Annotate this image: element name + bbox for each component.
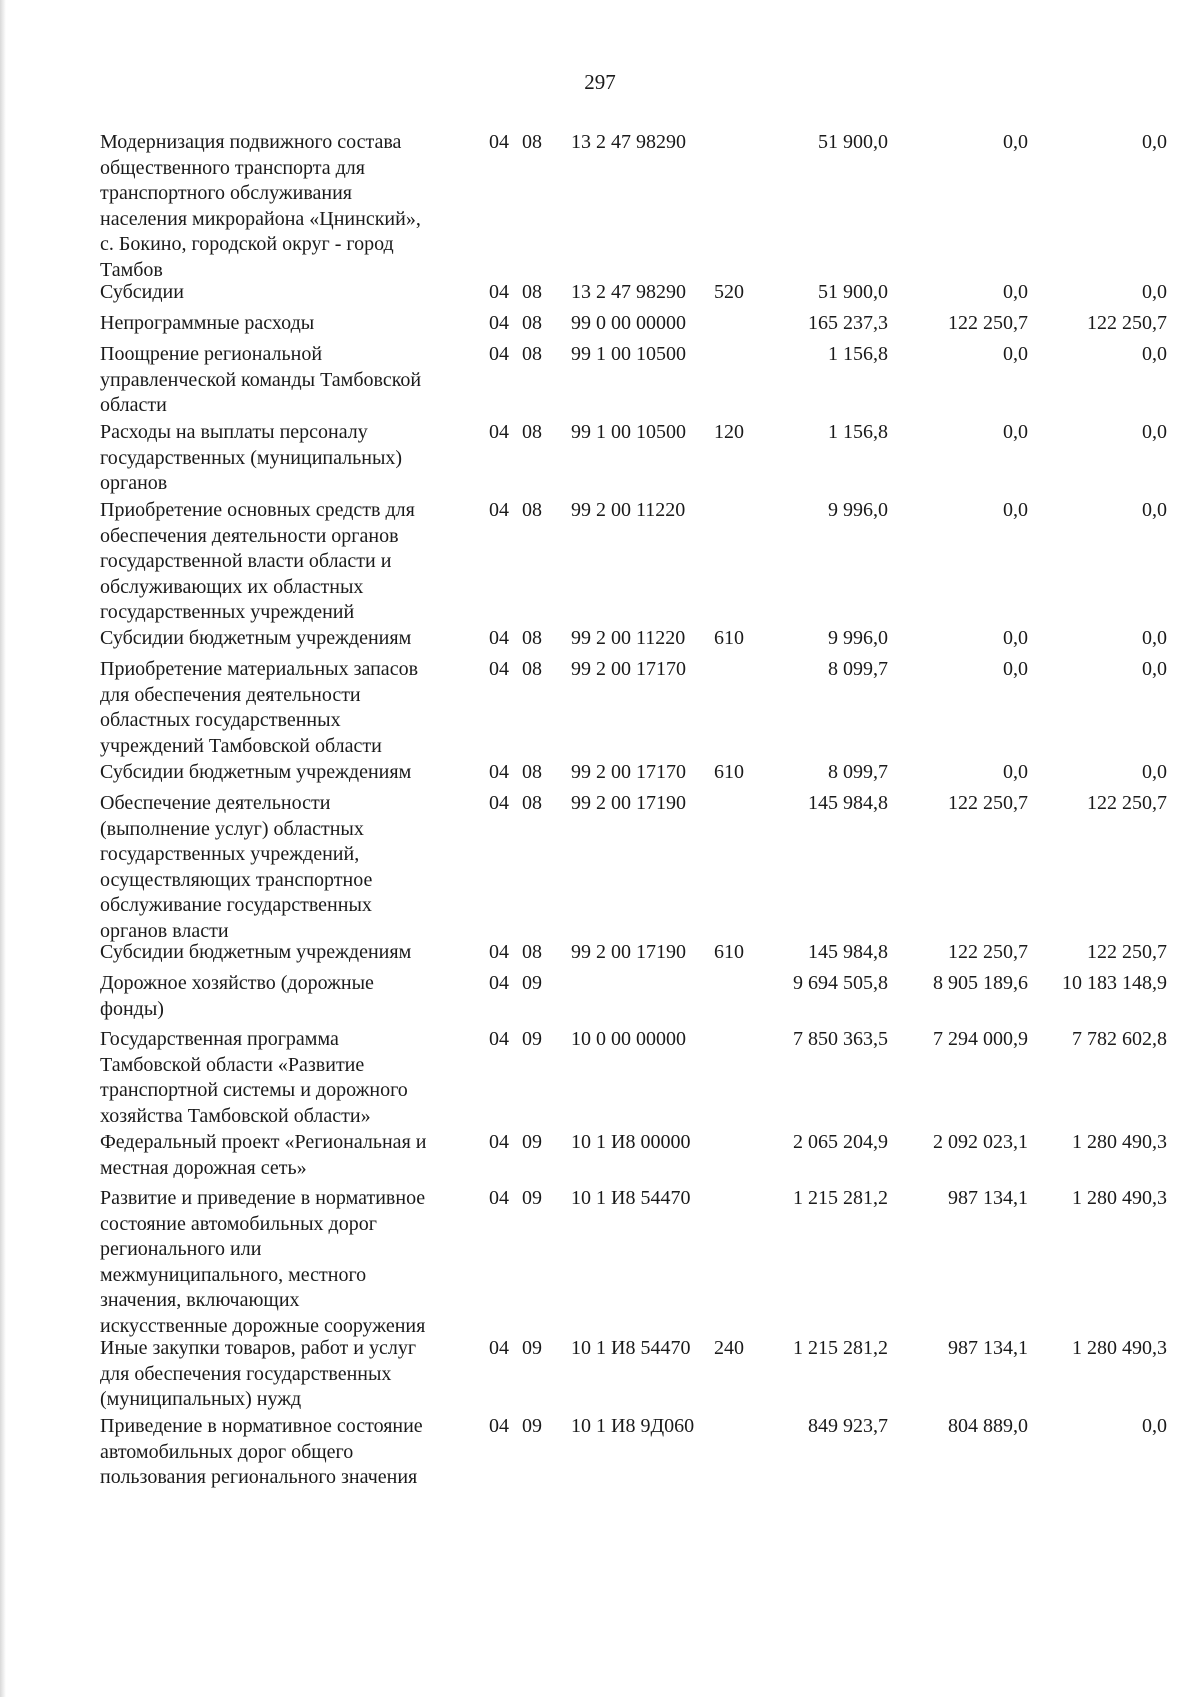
subsection-code: 08 [522,131,542,153]
amount-year-3: 0,0 [1142,627,1167,649]
section-code: 04 [489,792,509,814]
row-description: Государственная программа Тамбовской области «Развитие транспортной системы и дорожного хозяйства Тамбовской области» [100,1028,408,1127]
target-article-code: 13 2 47 98290 [571,281,686,303]
amount-year-1: 51 900,0 [818,281,888,303]
amount-year-3: 1 280 490,3 [1072,1131,1167,1153]
row-description: Обеспечение деятельности (выполнение услуг) областных государственных учреждений, осуществляющих транспортное обслуживание государственных органов власти [100,792,373,942]
amount-year-2: 2 092 023,1 [933,1131,1028,1153]
row-description: Приобретение материальных запасов для обеспечения деятельности областных государственных учреждений Тамбовской области [100,658,419,757]
amount-year-1: 1 156,8 [828,421,888,443]
expense-type-code: 610 [714,627,744,649]
expense-type-code: 240 [714,1337,744,1359]
amount-year-2: 804 889,0 [948,1415,1028,1437]
amount-year-1: 849 923,7 [808,1415,888,1437]
amount-year-3: 0,0 [1142,761,1167,783]
amount-year-3: 1 280 490,3 [1072,1187,1167,1209]
amount-year-2: 122 250,7 [948,941,1028,963]
subsection-code: 09 [522,1415,542,1437]
target-article-code: 13 2 47 98290 [571,131,686,153]
target-article-code: 99 2 00 17190 [571,941,686,963]
section-code: 04 [489,343,509,365]
target-article-code: 99 2 00 17190 [571,792,686,814]
amount-year-2: 122 250,7 [948,312,1028,334]
amount-year-2: 987 134,1 [948,1337,1028,1359]
subsection-code: 08 [522,941,542,963]
target-article-code: 10 1 И8 54470 [571,1337,691,1359]
subsection-code: 08 [522,792,542,814]
amount-year-1: 9 694 505,8 [793,972,888,994]
amount-year-3: 0,0 [1142,1415,1167,1437]
subsection-code: 08 [522,281,542,303]
section-code: 04 [489,1187,509,1209]
section-code: 04 [489,941,509,963]
subsection-code: 08 [522,421,542,443]
amount-year-3: 0,0 [1142,281,1167,303]
target-article-code: 99 2 00 11220 [571,499,686,521]
amount-year-3: 122 250,7 [1087,792,1167,814]
amount-year-1: 9 996,0 [828,499,888,521]
amount-year-2: 122 250,7 [948,792,1028,814]
section-code: 04 [489,499,509,521]
expense-type-code: 120 [714,421,744,443]
amount-year-1: 1 215 281,2 [793,1187,888,1209]
row-description: Поощрение региональной управленческой команды Тамбовской области [100,343,422,416]
amount-year-2: 0,0 [1003,658,1028,680]
section-code: 04 [489,312,509,334]
amount-year-3: 7 782 602,8 [1072,1028,1167,1050]
amount-year-3: 122 250,7 [1087,941,1167,963]
expense-type-code: 520 [714,281,744,303]
row-description: Иные закупки товаров, работ и услуг для обеспечения государственных (муниципальных) нужд [100,1337,417,1410]
row-description: Развитие и приведение в нормативное состояние автомобильных дорог регионального или межмуниципального, местного значения, включающих искусственные дорожные сооружения [100,1187,426,1337]
amount-year-1: 7 850 363,5 [793,1028,888,1050]
subsection-code: 08 [522,627,542,649]
section-code: 04 [489,658,509,680]
amount-year-3: 0,0 [1142,421,1167,443]
target-article-code: 10 0 00 00000 [571,1028,686,1050]
target-article-code: 99 2 00 17170 [571,761,686,783]
amount-year-3: 0,0 [1142,131,1167,153]
row-description: Федеральный проект «Региональная и местная дорожная сеть» [100,1131,427,1179]
target-article-code: 10 1 И8 00000 [571,1131,691,1153]
section-code: 04 [489,627,509,649]
amount-year-2: 0,0 [1003,627,1028,649]
amount-year-1: 1 156,8 [828,343,888,365]
amount-year-3: 10 183 148,9 [1062,972,1167,994]
amount-year-1: 51 900,0 [818,131,888,153]
amount-year-1: 8 099,7 [828,761,888,783]
page-number: 297 [584,70,616,94]
amount-year-2: 0,0 [1003,761,1028,783]
target-article-code: 10 1 И8 54470 [571,1187,691,1209]
target-article-code: 99 2 00 17170 [571,658,686,680]
amount-year-2: 0,0 [1003,343,1028,365]
row-description: Субсидии бюджетным учреждениям [100,627,412,649]
row-description: Непрограммные расходы [100,312,315,334]
section-code: 04 [489,761,509,783]
amount-year-3: 0,0 [1142,499,1167,521]
subsection-code: 09 [522,1187,542,1209]
target-article-code: 99 0 00 00000 [571,312,686,334]
expense-type-code: 610 [714,761,744,783]
amount-year-1: 8 099,7 [828,658,888,680]
amount-year-2: 987 134,1 [948,1187,1028,1209]
amount-year-3: 0,0 [1142,343,1167,365]
subsection-code: 08 [522,343,542,365]
subsection-code: 08 [522,499,542,521]
section-code: 04 [489,421,509,443]
subsection-code: 08 [522,312,542,334]
target-article-code: 99 1 00 10500 [571,421,686,443]
subsection-code: 08 [522,761,542,783]
amount-year-3: 1 280 490,3 [1072,1337,1167,1359]
target-article-code: 99 2 00 11220 [571,627,686,649]
section-code: 04 [489,1415,509,1437]
amount-year-2: 8 905 189,6 [933,972,1028,994]
amount-year-2: 0,0 [1003,499,1028,521]
expense-type-code: 610 [714,941,744,963]
section-code: 04 [489,1131,509,1153]
amount-year-2: 0,0 [1003,421,1028,443]
amount-year-1: 145 984,8 [808,792,888,814]
subsection-code: 09 [522,972,542,994]
amount-year-3: 122 250,7 [1087,312,1167,334]
amount-year-1: 145 984,8 [808,941,888,963]
row-description: Модернизация подвижного состава общественного транспорта для транспортного обслуживания населения микрорайона «Цнинский», с. Бокино, городской округ - город Тамбов [100,131,421,281]
row-description: Приведение в нормативное состояние автомобильных дорог общего пользования регионального значения [100,1415,423,1488]
target-article-code: 99 1 00 10500 [571,343,686,365]
subsection-code: 09 [522,1028,542,1050]
section-code: 04 [489,281,509,303]
row-description: Расходы на выплаты персоналу государственных (муниципальных) органов [100,421,403,494]
section-code: 04 [489,1028,509,1050]
amount-year-1: 165 237,3 [808,312,888,334]
row-description: Дорожное хозяйство (дорожные фонды) [100,972,374,1020]
amount-year-1: 9 996,0 [828,627,888,649]
row-description: Приобретение основных средств для обеспечения деятельности органов государственной власти области и обслуживающих их областных государственных учреждений [100,499,415,623]
amount-year-3: 0,0 [1142,658,1167,680]
subsection-code: 09 [522,1337,542,1359]
row-description: Субсидии бюджетным учреждениям [100,761,412,783]
amount-year-2: 7 294 000,9 [933,1028,1028,1050]
target-article-code: 10 1 И8 9Д060 [571,1415,695,1437]
section-code: 04 [489,972,509,994]
subsection-code: 09 [522,1131,542,1153]
row-description: Субсидии бюджетным учреждениям [100,941,412,963]
section-code: 04 [489,1337,509,1359]
subsection-code: 08 [522,658,542,680]
amount-year-1: 2 065 204,9 [793,1131,888,1153]
amount-year-2: 0,0 [1003,281,1028,303]
amount-year-1: 1 215 281,2 [793,1337,888,1359]
section-code: 04 [489,131,509,153]
row-description: Субсидии [100,281,184,303]
amount-year-2: 0,0 [1003,131,1028,153]
